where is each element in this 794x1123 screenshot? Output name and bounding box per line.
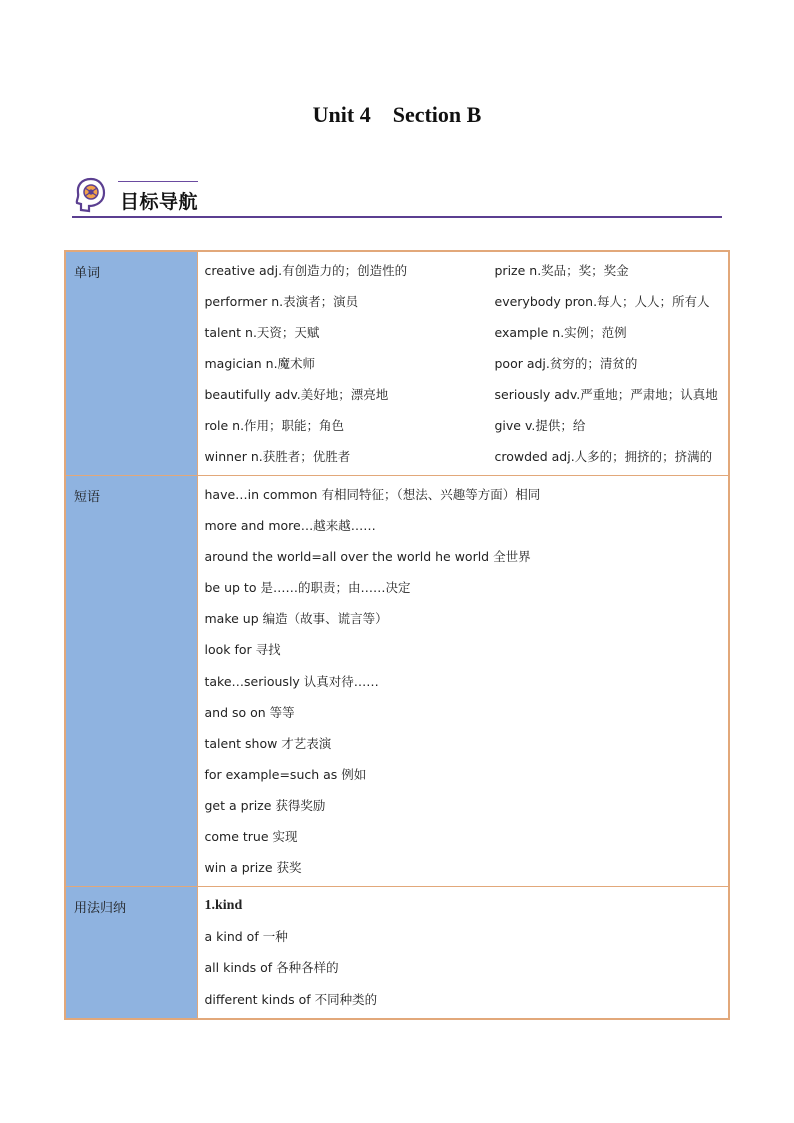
word-entry: performer n.表演者；演员 [204,294,359,309]
category-words: 单词 [65,251,197,476]
words-cell [197,251,729,476]
word-entry: crowded adj.人多的；拥挤的；挤满的 [494,449,713,464]
word-pair-row [205,286,721,317]
word-pair-row [205,255,721,286]
phrases-cell [197,476,729,887]
word-entry: prize n.奖品；奖；奖金 [494,263,629,278]
word-entry: example n.实例；范例 [494,325,627,340]
word-entry: beautifully adv.美好地；漂亮地 [204,387,389,402]
table-row-phrases [65,476,729,887]
page-title [0,102,794,128]
usage-item: all kinds of 各种各样的 [204,960,339,976]
table-row-words [65,251,729,476]
section-header [72,174,722,218]
category-usage: 用法归纳 [65,887,197,1019]
category-phrases: 短语 [65,476,197,887]
word-pair-row [205,379,721,410]
phrase-list [198,476,729,886]
usage-cell [197,887,729,1019]
usage-item: different kinds of 不同种类的 [204,991,378,1007]
phrase-item: be up to 是……的职责；由……决定 [204,580,411,596]
header-top-rule [118,181,198,182]
word-pair-row [205,441,721,472]
word-entry: seriously adv.严重地；严肃地；认真地 [494,387,718,402]
word-pair-row [205,348,721,379]
phrase-item: look for 寻找 [204,642,281,658]
phrase-item: get a prize 获得奖励 [204,797,326,813]
word-entry: role n.作用；职能；角色 [204,418,345,433]
section-label: Section B [392,102,482,127]
usage-heading: 1.kind [204,898,243,914]
word-entry: talent n.天资；天赋 [204,325,320,340]
phrase-item: win a prize 获奖 [204,860,302,876]
brain-gear-icon [74,176,108,214]
section-title: 目标导航 [120,191,199,213]
word-pair-row [205,410,721,441]
word-list [198,252,729,475]
phrase-item: have…in common 有相同特征；（想法、兴趣等方面）相同 [204,487,541,502]
usage-items [205,921,721,1014]
word-entry: poor adj.贫穷的；清贫的 [494,356,638,371]
usage-item: a kind of 一种 [204,929,288,945]
unit-label: Unit 4 [312,102,371,127]
phrase-item: and so on 等等 [204,704,295,720]
vocabulary-table [64,250,730,1020]
word-entry: creative adj.有创造力的；创造性的 [204,263,408,278]
word-entry: everybody pron.每人；人人；所有人 [494,294,710,309]
word-entry: give v.提供；给 [494,418,586,433]
table-row-usage [65,887,729,1019]
phrase-item: take…seriously 认真对待…… [204,673,379,689]
phrase-item: more and more…越来越…… [204,518,376,534]
phrase-item: talent show 才艺表演 [204,735,332,751]
phrase-item: come true 实现 [204,829,298,845]
usage-list [198,887,729,1017]
phrase-item: around the world=all over the world he world 全世界 [204,549,531,565]
header-divider [72,216,722,218]
word-entry: magician n.魔术师 [204,356,316,371]
word-entry: winner n.获胜者；优胜者 [204,449,351,464]
phrase-item: for example=such as 例如 [204,766,367,782]
phrase-item: make up 编造（故事、谎言等） [204,611,388,627]
word-pair-row [205,317,721,348]
